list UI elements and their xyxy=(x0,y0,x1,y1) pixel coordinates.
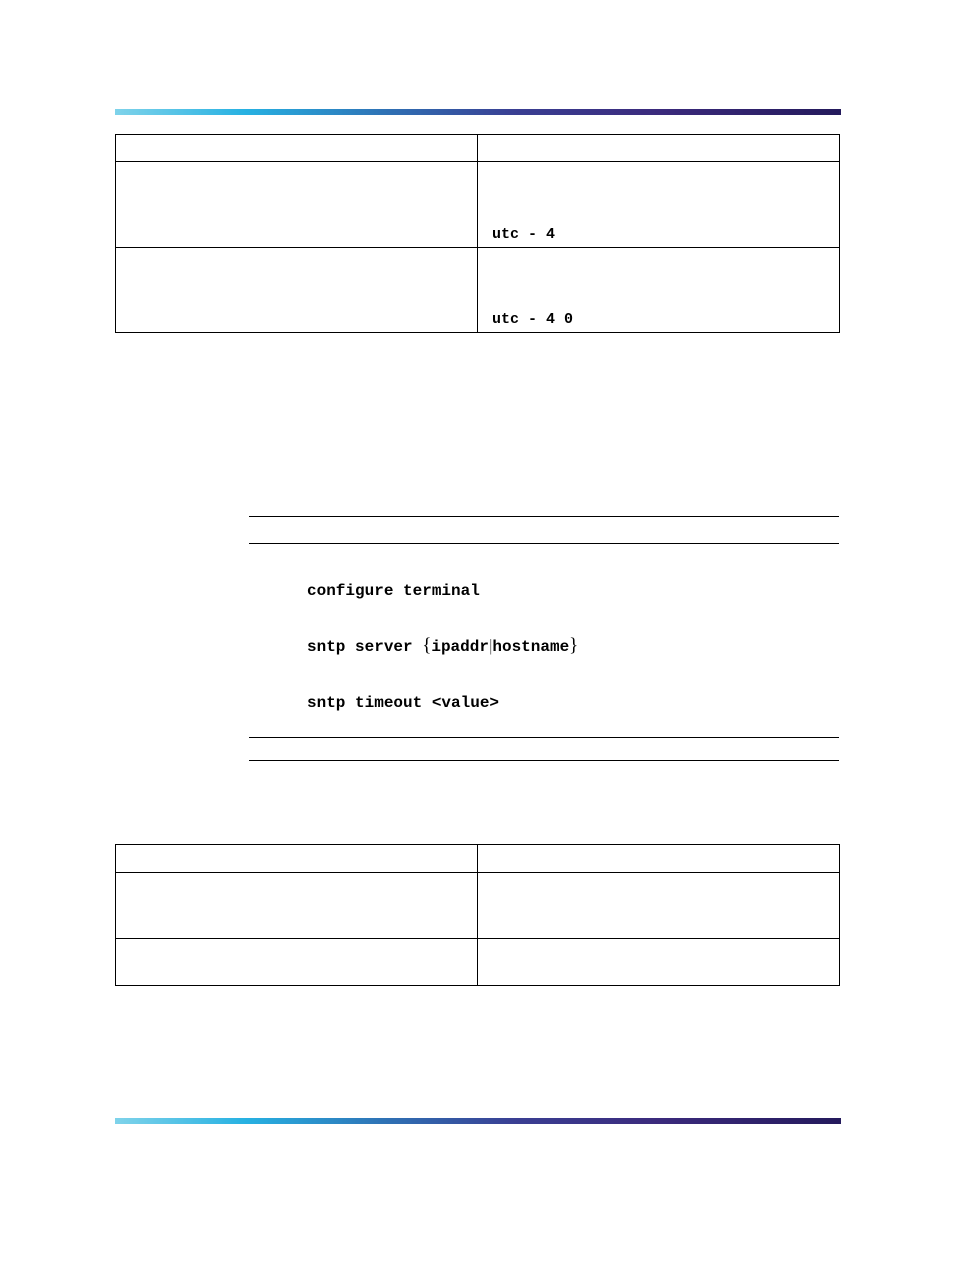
table-cell xyxy=(478,873,840,939)
command-sntp-timeout: sntp timeout <value> xyxy=(307,694,500,712)
separator: | xyxy=(488,636,493,655)
table-cell xyxy=(478,135,840,162)
open-brace: { xyxy=(422,635,432,656)
header-gradient-bar xyxy=(115,109,841,115)
table-cell xyxy=(116,248,478,333)
procedure-top-rule-1 xyxy=(249,516,839,517)
parameter-table-top xyxy=(115,134,840,333)
command-arg: hostname xyxy=(492,638,570,656)
table-cell xyxy=(116,939,478,986)
close-brace: } xyxy=(569,635,579,656)
table-row xyxy=(116,162,840,248)
table-row xyxy=(116,939,840,986)
procedure-bottom-rule-2 xyxy=(249,760,839,761)
table-row xyxy=(116,248,840,333)
table-cell xyxy=(116,845,478,873)
command-configure-terminal: configure terminal xyxy=(307,582,480,600)
procedure-top-rule-2 xyxy=(249,543,839,544)
example-code: utc - 4 xyxy=(492,226,556,243)
table-row xyxy=(116,135,840,162)
footer-gradient-bar xyxy=(115,1118,841,1124)
command-arg: ipaddr xyxy=(431,638,489,656)
table-cell xyxy=(116,873,478,939)
table-row xyxy=(116,873,840,939)
table-row xyxy=(116,845,840,873)
parameter-table-bottom xyxy=(115,844,840,986)
table-cell xyxy=(478,248,840,333)
table-cell xyxy=(478,845,840,873)
command-sntp-server xyxy=(307,636,578,657)
table-cell xyxy=(478,939,840,986)
example-code: utc - 4 0 xyxy=(492,311,574,328)
table-cell xyxy=(478,162,840,248)
procedure-bottom-rule-1 xyxy=(249,737,839,738)
command-text: sntp server xyxy=(307,638,423,656)
table-cell xyxy=(116,162,478,248)
table-cell xyxy=(116,135,478,162)
